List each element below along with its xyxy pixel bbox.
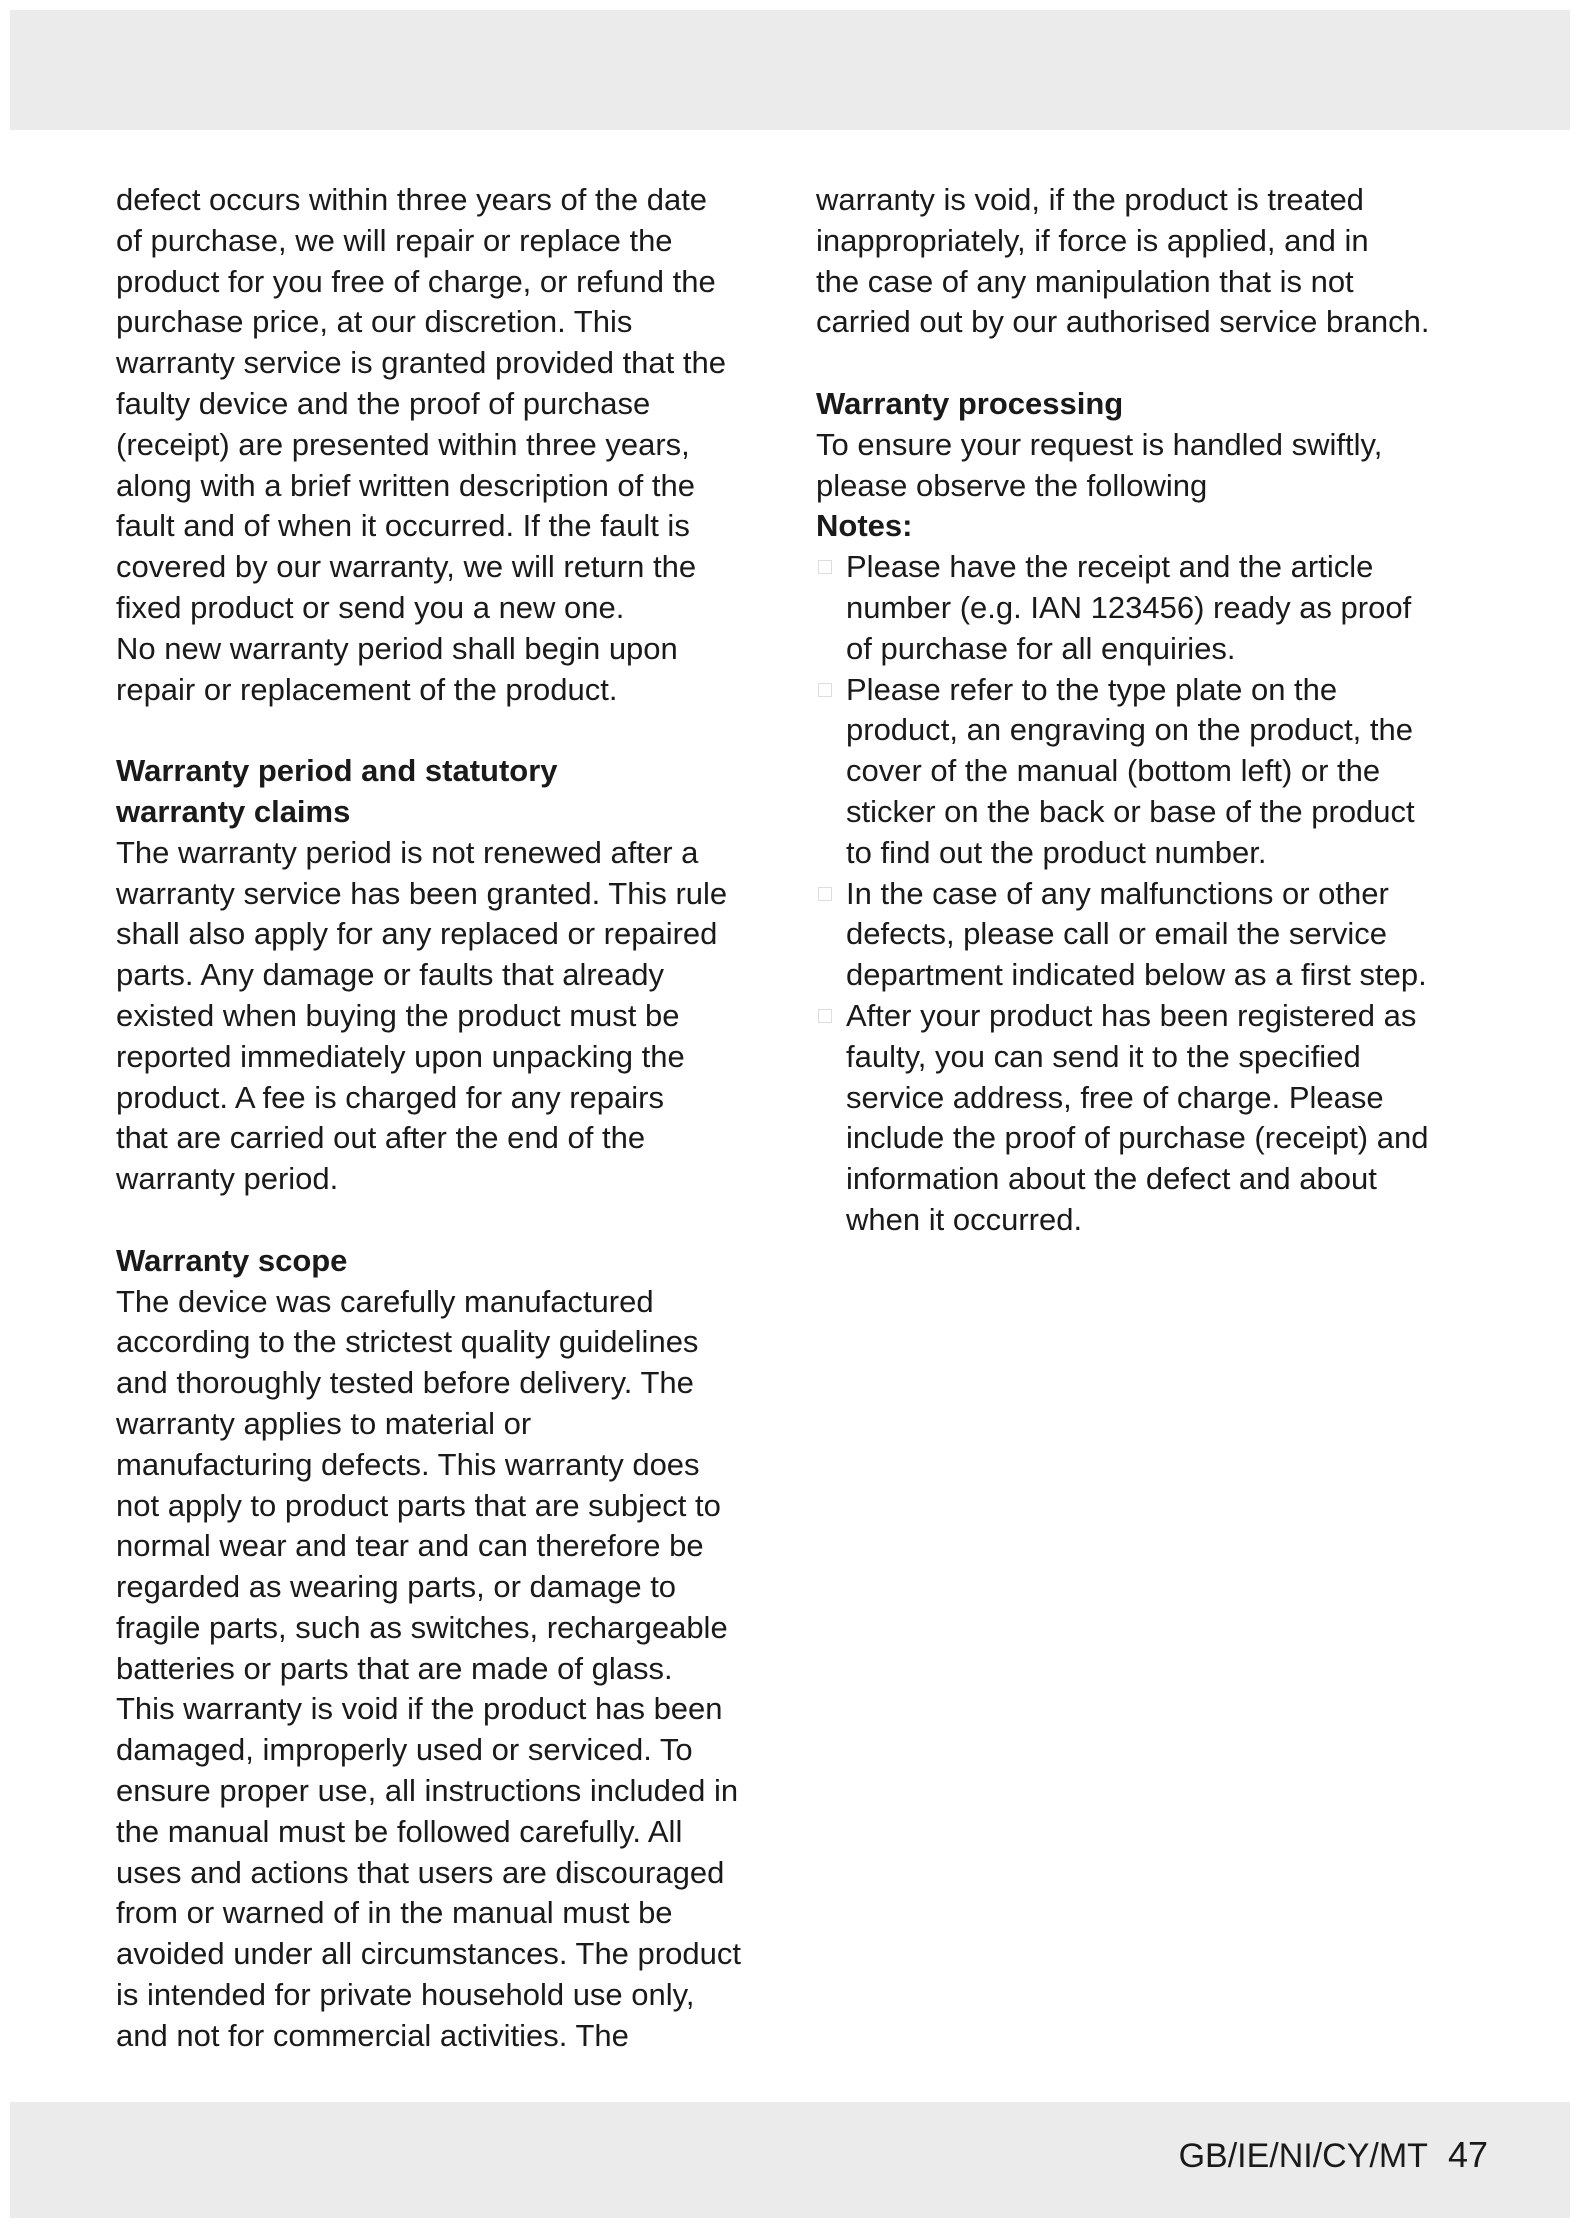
- note-item: [816, 547, 1496, 669]
- warranty-processing-paragraph: To ensure your request is handled swiftly, please observe the following: [816, 426, 1383, 503]
- note-item: [816, 670, 1496, 874]
- heading-warranty-processing: Warranty processing: [816, 385, 1124, 421]
- heading-warranty-period: Warranty period and statutory warranty claims: [116, 753, 558, 829]
- warranty-period-paragraph: The warranty period is not renewed after a warranty service has been granted. This rule shall also apply for any replaced or repaired parts. Any damage or faults that already existed when buying the product must be reported immediately upon unpacking the product. A fee is charged for any repairs that are carried out after the end of the warranty period.: [116, 834, 728, 1197]
- warranty-intro-paragraph: defect occurs within three years of the date of purchase, we will repair or replace the product for you free of charge, or refund the purchase price, at our discretion. This warranty service is granted provided that the faulty device and the proof of purchase (receipt) are presented within three years, along with a brief written description of the fault and of when it occurred. If the fault is covered by our warranty, we will return the fixed product or send you a new one. No new warranty period shall begin upon repair or replacement of the product.: [116, 182, 726, 707]
- heading-warranty-scope: Warranty scope: [116, 1242, 348, 1278]
- right-column: [816, 180, 1496, 1241]
- note-text: After your product has been registered as faulty, you can send it to the specified service address, free of charge. Please include the proof of purchase (receipt) and information about the defect and about when it occurred.: [846, 997, 1429, 1237]
- left-column: [116, 180, 776, 2057]
- warranty-scope-paragraph: The device was carefully manufactured according to the strictest quality guidelines and thoroughly tested before delivery. The warranty applies to material or manufacturing defects. This warranty does not apply to product parts that are subject to normal wear and tear and can therefore be regarded as wearing parts, or damage to fragile parts, such as switches, rechargeable batteries or parts that are made of glass. This warranty is void if the product has been damaged, improperly used or serviced. To ensure proper use, all instructions included in the manual must be followed carefully. All uses and actions that users are discouraged from or warned of in the manual must be avoided under all circumstances. The product is intended for private household use only, and not for commercial activities. The: [116, 1283, 741, 2053]
- note-item: [816, 874, 1496, 996]
- bullet-square-icon: [818, 683, 832, 697]
- page-footer: [1179, 2130, 1488, 2181]
- warranty-void-paragraph: warranty is void, if the product is treated inappropriately, if force is applied, and in the case of any manipulation that is not carried out by our authorised service branch.: [816, 182, 1430, 340]
- notes-label: Notes:: [816, 508, 913, 544]
- page-number: 47: [1447, 2134, 1488, 2175]
- bullet-square-icon: [818, 560, 832, 574]
- note-text: Please have the receipt and the article number (e.g. IAN 123456) ready as proof of purchase for all enquiries.: [846, 549, 1412, 666]
- header-band: [10, 10, 1570, 130]
- bullet-square-icon: [818, 887, 832, 901]
- note-item: [816, 996, 1496, 1241]
- footer-region-codes: GB/IE/NI/CY/MT: [1178, 2137, 1428, 2175]
- note-text: Please refer to the type plate on the product, an engraving on the product, the cover of the manual (bottom left) or the sticker on the back or base of the product to find out the product number.: [846, 671, 1415, 870]
- note-text: In the case of any malfunctions or other defects, please call or email the service department indicated below as a first step.: [846, 875, 1427, 993]
- notes-list: [816, 547, 1496, 1241]
- bullet-square-icon: [818, 1009, 832, 1023]
